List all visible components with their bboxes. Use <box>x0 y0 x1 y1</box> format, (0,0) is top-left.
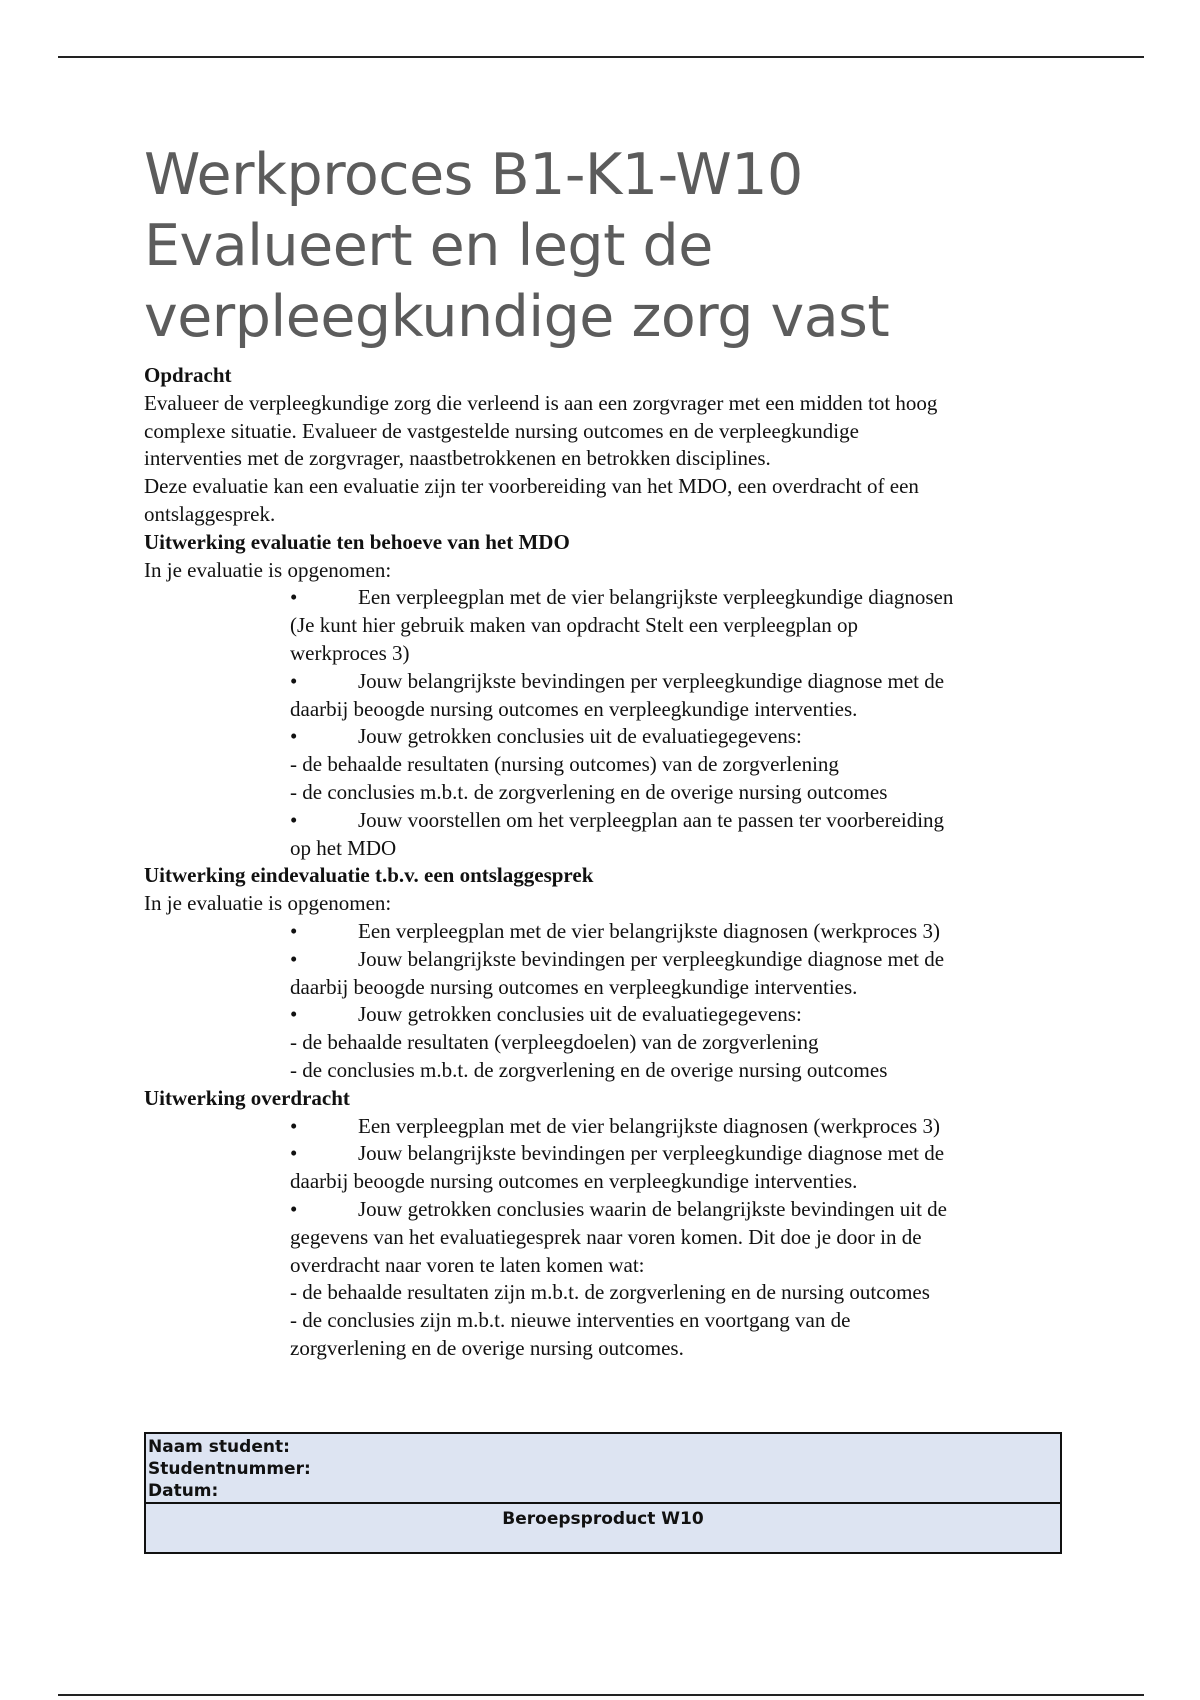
student-info-fields <box>146 1434 1060 1504</box>
list-item <box>290 668 1064 724</box>
bullet-icon: • <box>290 1113 298 1138</box>
overdracht-heading: Uitwerking overdracht <box>144 1085 350 1110</box>
bullet-icon: • <box>290 1141 298 1166</box>
list-item-text: Jouw belangrijkste bevindingen per verpleegkundige diagnose met de <box>358 1141 945 1166</box>
title-line-2: Evalueert en legt de <box>144 213 713 279</box>
bullet-icon: • <box>290 918 298 943</box>
mdo-heading: Uitwerking evaluatie ten behoeve van het MDO <box>144 529 570 554</box>
list-item <box>290 1113 1064 1141</box>
list-item-continuation: werkproces 3) <box>290 640 410 665</box>
title-line-3: verpleegkundige zorg vast <box>144 284 890 350</box>
opdracht-line: Evalueer de verpleegkundige zorg die verleend is aan een zorgvrager met een midden tot hoog <box>144 390 938 415</box>
opdracht-line: ontslaggesprek. <box>144 501 276 526</box>
document-title <box>144 140 1104 353</box>
student-info-table <box>144 1432 1062 1554</box>
bullet-icon: • <box>290 1196 298 1221</box>
title-line-1: Werkproces B1-K1-W10 <box>144 142 803 208</box>
list-item-continuation: (Je kunt hier gebruik maken van opdracht Stelt een verpleegplan op <box>290 613 858 638</box>
list-item-continuation: daarbij beoogde nursing outcomes en verpleegkundige interventies. <box>290 696 858 721</box>
list-item-text: Een verpleegplan met de vier belangrijkste diagnosen (werkproces 3) <box>358 1113 940 1138</box>
list-item-continuation: daarbij beoogde nursing outcomes en verpleegkundige interventies. <box>290 974 858 999</box>
overdracht-list <box>144 1113 1064 1363</box>
list-item <box>290 918 1064 946</box>
list-item-continuation: - de behaalde resultaten (verpleegdoelen) van de zorgverlening <box>290 1030 819 1055</box>
list-item <box>290 584 1064 667</box>
bullet-icon: • <box>290 724 298 749</box>
list-item-continuation: - de behaalde resultaten (nursing outcomes) van de zorgverlening <box>290 752 839 777</box>
list-item-continuation: gegevens van het evaluatiegesprek naar voren komen. Dit doe je door in de <box>290 1224 922 1249</box>
mdo-list <box>144 584 1064 862</box>
bullet-icon: • <box>290 585 298 610</box>
ontslag-heading: Uitwerking eindevaluatie t.b.v. een ontslaggesprek <box>144 863 594 888</box>
list-item-text: Jouw getrokken conclusies waarin de belangrijkste bevindingen uit de <box>358 1196 948 1221</box>
list-item <box>290 807 1064 863</box>
list-item-text: Jouw voorstellen om het verpleegplan aan te passen ter voorbereiding <box>358 807 945 832</box>
list-item <box>290 723 1064 806</box>
opdracht-text <box>144 390 1064 529</box>
list-item-continuation: op het MDO <box>290 835 397 860</box>
list-item-text: Jouw getrokken conclusies uit de evaluatiegegevens: <box>358 1002 802 1027</box>
bullet-icon: • <box>290 1002 298 1027</box>
list-item-text: Jouw belangrijkste bevindingen per verpleegkundige diagnose met de <box>358 668 945 693</box>
list-item <box>290 1140 1064 1196</box>
ontslag-list <box>144 918 1064 1085</box>
mdo-intro: In je evaluatie is opgenomen: <box>144 557 392 582</box>
opdracht-line: Deze evaluatie kan een evaluatie zijn ter voorbereiding van het MDO, een overdracht of een <box>144 474 919 499</box>
bullet-icon: • <box>290 807 298 832</box>
list-item-text: Jouw getrokken conclusies uit de evaluatiegegevens: <box>358 724 802 749</box>
naam-student-label: Naam student: <box>148 1437 290 1457</box>
beroepsproduct-label: Beroepsproduct W10 <box>502 1509 704 1529</box>
bullet-icon: • <box>290 946 298 971</box>
list-item-continuation: - de conclusies m.b.t. de zorgverlening en de overige nursing outcomes <box>290 1057 888 1082</box>
list-item-continuation: - de conclusies zijn m.b.t. nieuwe interventies en voortgang van de <box>290 1308 851 1333</box>
studentnummer-label: Studentnummer: <box>148 1459 311 1479</box>
list-item-continuation: daarbij beoogde nursing outcomes en verpleegkundige interventies. <box>290 1169 858 1194</box>
list-item-text: Een verpleegplan met de vier belangrijkste diagnosen (werkproces 3) <box>358 918 940 943</box>
list-item-text: Een verpleegplan met de vier belangrijkste verpleegkundige diagnosen <box>358 585 954 610</box>
opdracht-line: complexe situatie. Evalueer de vastgestelde nursing outcomes en de verpleegkundige <box>144 418 859 443</box>
bottom-rule <box>58 1694 1144 1696</box>
list-item-text: Jouw belangrijkste bevindingen per verpleegkundige diagnose met de <box>358 946 945 971</box>
ontslag-intro: In je evaluatie is opgenomen: <box>144 891 392 916</box>
top-rule <box>58 56 1144 58</box>
document-body <box>144 362 1064 1363</box>
list-item-continuation: zorgverlening en de overige nursing outcomes. <box>290 1335 684 1360</box>
opdracht-line: interventies met de zorgvrager, naastbetrokkenen en betrokken disciplines. <box>144 446 771 471</box>
list-item <box>290 1001 1064 1084</box>
list-item <box>290 1196 1064 1363</box>
datum-label: Datum: <box>148 1481 219 1501</box>
list-item-continuation: - de conclusies m.b.t. de zorgverlening en de overige nursing outcomes <box>290 779 888 804</box>
opdracht-heading: Opdracht <box>144 363 232 387</box>
list-item <box>290 946 1064 1002</box>
bullet-icon: • <box>290 668 298 693</box>
list-item-continuation: overdracht naar voren te laten komen wat: <box>290 1252 645 1277</box>
list-item-continuation: - de behaalde resultaten zijn m.b.t. de zorgverlening en de nursing outcomes <box>290 1280 930 1305</box>
